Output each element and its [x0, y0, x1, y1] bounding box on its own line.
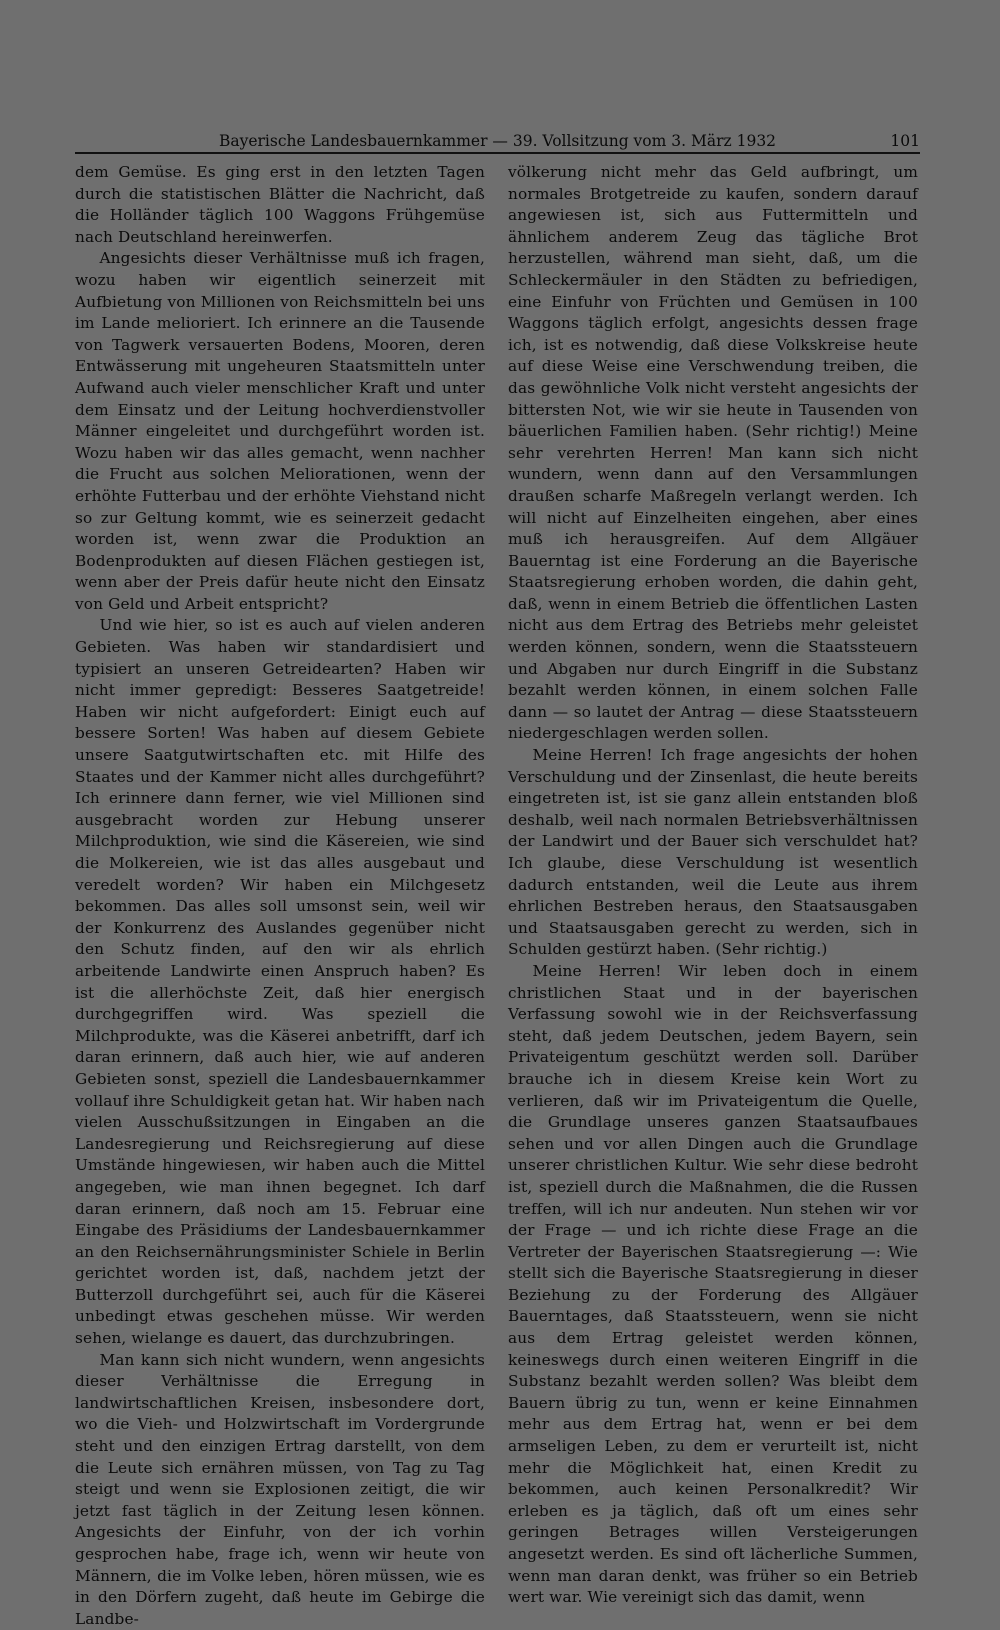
paragraph: dem Gemüse. Es ging erst in den letzten Tagen durch die statistischen Blätter die Nachricht, daß die Holländer täglich 100 Waggons Frühgemüse nach Deutschland hereinwerfen.: [75, 163, 485, 246]
running-header: [75, 128, 920, 150]
paragraph: Man kann sich nicht wundern, wenn angesichts dieser Verhältnisse die Erregung in landwirtschaftlichen Kreisen, insbesondere dort, wo die Vieh- und Holzwirtschaft im Vordergrunde steht und den einzigen Ertrag darstellt, von dem die Leute sich ernähren müssen, von Tag zu Tag steigt und wenn sie Explosionen zeitigt, die wir jetzt fast täglich in der Zeitung lesen können. Angesichts der Einfuhr, von der ich vorhin gesprochen habe, frage ich, wenn wir heute von Männern, die im Volke leben, hören müssen, wie es in den Dörfern zugeht, daß heute im Gebirge die Landbe-: [75, 1350, 485, 1628]
paragraph: Meine Herren! Wir leben doch in einem christlichen Staat und in der bayerischen Verfassung sowohl wie in der Reichsverfassung steht, daß jedem Deutschen, jedem Bayern, sein Privateigentum geschützt werden soll. Darüber brauche ich in diesem Kreise kein Wort zu verlieren, daß wir im Privateigentum die Quelle, die Grundlage unseres ganzen Staatsaufbaues sehen und vor allen Dingen auch die Grundlage unserer christlichen Kultur. Wie sehr diese bedroht ist, speziell durch die Maßnahmen, die die Russen treffen, will ich nur andeuten. Nun stehen wir vor der Frage — und ich richte diese Frage an die Vertreter der Bayerischen Staatsregierung —: Wie stellt sich die Bayerische Staatsregierung in dieser Beziehung zu der Forderung des Allgäuer Bauerntages, daß Staatssteuern, wenn sie nicht aus dem Ertrag geleistet werden können, keineswegs durch einen weiteren Eingriff in die Substanz bezahlt werden sollen? Was bleibt dem Bauern übrig zu tun, wenn er keine Einnahmen mehr aus dem Ertrag hat, wenn er bei dem armseligen Leben, zu dem er verurteilt ist, nicht mehr die Möglichkeit hat, einen Kredit zu bekommen, auch keinen Personalkredit? Wir erleben es ja täglich, daß oft um eines sehr geringen Betrages willen Versteigerungen angesetzt werden. Es sind oft lächerliche Summen, wenn man daran denkt, was früher so ein Betrieb wert war. Wie vereinigt sich das damit, wenn: [508, 961, 918, 1607]
paragraph: Meine Herren! Ich frage angesichts der hohen Verschuldung und der Zinsenlast, die heute bereits eingetreten ist, ist sie ganz allein entstanden bloß deshalb, weil nach normalen Betriebsverhältnissen der Landwirt und der Bauer sich verschuldet hat? Ich glaube, diese Verschuldung ist wesentlich dadurch entstanden, weil die Leute aus ihrem ehrlichen Bestreben heraus, den Staatsausgaben und Staatsausgaben gerecht zu werden, sich in Schulden gestürzt haben. (Sehr richtig.): [508, 746, 918, 959]
right-column: [508, 162, 918, 1609]
page-number: 101: [890, 132, 920, 150]
header-rule: [75, 152, 920, 154]
running-title: Bayerische Landesbauernkammer — 39. Vollsitzung vom 3. März 1932: [218, 132, 777, 150]
paragraph: Und wie hier, so ist es auch auf vielen anderen Gebieten. Was haben wir standardisiert und typisiert an unseren Getreidearten? Haben wir nicht immer gepredigt: Besseres Saatgetreide! Haben wir nicht aufgefordert: Einigt euch auf bessere Sorten! Was haben auf diesem Gebiete unsere Saatgutwirtschaften etc. mit Hilfe des Staates und der Kammer nicht alles durchgeführt? Ich erinnere dann ferner, wie viel Millionen sind ausgebracht worden zur Hebung unserer Milchproduktion, wie sind die Käsereien, wie sind die Molkereien, wie ist das alles ausgebaut und veredelt worden? Wir haben ein Milchgesetz bekommen. Das alles soll umsonst sein, weil wir der Konkurrenz des Auslandes gegenüber nicht den Schutz finden, auf den wir als ehrlich arbeitende Landwirte einen Anspruch haben? Es ist die allerhöchste Zeit, daß hier energisch durchgegriffen wird. Was speziell die Milchprodukte, was die Käserei anbetrifft, darf ich daran erinnern, daß auch hier, wie auf anderen Gebieten sonst, speziell die Landesbauernkammer vollauf ihre Schuldigkeit getan hat. Wir haben nach vielen Ausschußsitzungen in Eingaben an die Landesregierung und Reichsregierung auf diese Umstände hingewiesen, wir haben auch die Mittel angegeben, wie man ihnen begegnet. Ich darf daran erinnern, daß noch am 15. Februar eine Eingabe des Präsidiums der Landesbauernkammer an den Reichsernährungsminister Schiele in Berlin gerichtet worden ist, daß, nachdem jetzt der Butterzoll durchgeführt sei, auch für die Käserei unbedingt etwas geschehen müsse. Wir werden sehen, wielange es dauert, das durchzubringen.: [75, 616, 485, 1348]
paragraph: völkerung nicht mehr das Geld aufbringt, um normales Brotgetreide zu kaufen, sondern darauf angewiesen ist, sich aus Futtermitteln und ähnlichem anderem Zeug das tägliche Brot herzustellen, während man sieht, daß, um die Schleckermäuler in den Städten zu befriedigen, eine Einfuhr von Früchten und Gemüsen in 100 Waggons täglich erfolgt, angesichts dessen frage ich, ist es notwendig, daß diese Volkskreise heute auf diese Weise eine Verschwendung treiben, die das gewöhnliche Volk nicht versteht angesichts der bittersten Not, wie wir sie heute in Tausenden von bäuerlichen Familien haben. (Sehr richtig!) Meine sehr verehrten Herren! Man kann sich nicht wundern, wenn dann auf den Versammlungen draußen scharfe Maßregeln verlangt werden. Ich will nicht auf Einzelheiten eingehen, aber eines muß ich herausgreifen. Auf dem Allgäuer Bauerntag ist eine Forderung an die Bayerische Staatsregierung erhoben worden, die dahin geht, daß, wenn in einem Betrieb die öffentlichen Lasten nicht aus dem Ertrag des Betriebs mehr geleistet werden können, sondern, wenn die Staatssteuern und Abgaben nur durch Eingriff in die Substanz bezahlt werden können, in einem solchen Falle dann — so lautet der Antrag — diese Staatssteuern niedergeschlagen werden sollen.: [508, 163, 918, 743]
left-column: [75, 162, 485, 1630]
paragraph: Angesichts dieser Verhältnisse muß ich fragen, wozu haben wir eigentlich seinerzeit mit Aufbietung von Millionen von Reichsmitteln bei uns im Lande melioriert. Ich erinnere an die Tausende von Tagwerk versauerten Bodens, Mooren, deren Entwässerung mit ungeheuren Staatsmitteln unter Aufwand auch vieler menschlicher Kraft und unter dem Einsatz und der Leitung hochverdienstvoller Männer eingeleitet und durchgeführt worden ist. Wozu haben wir das alles gemacht, wenn nachher die Frucht aus solchen Meliorationen, wenn der erhöhte Futterbau und der erhöhte Viehstand nicht so zur Geltung kommt, wie es seinerzeit gedacht worden ist, wenn zwar die Produktion an Bodenprodukten auf diesen Flächen gestiegen ist, wenn aber der Preis dafür heute nicht den Einsatz von Geld und Arbeit entspricht?: [75, 249, 485, 613]
